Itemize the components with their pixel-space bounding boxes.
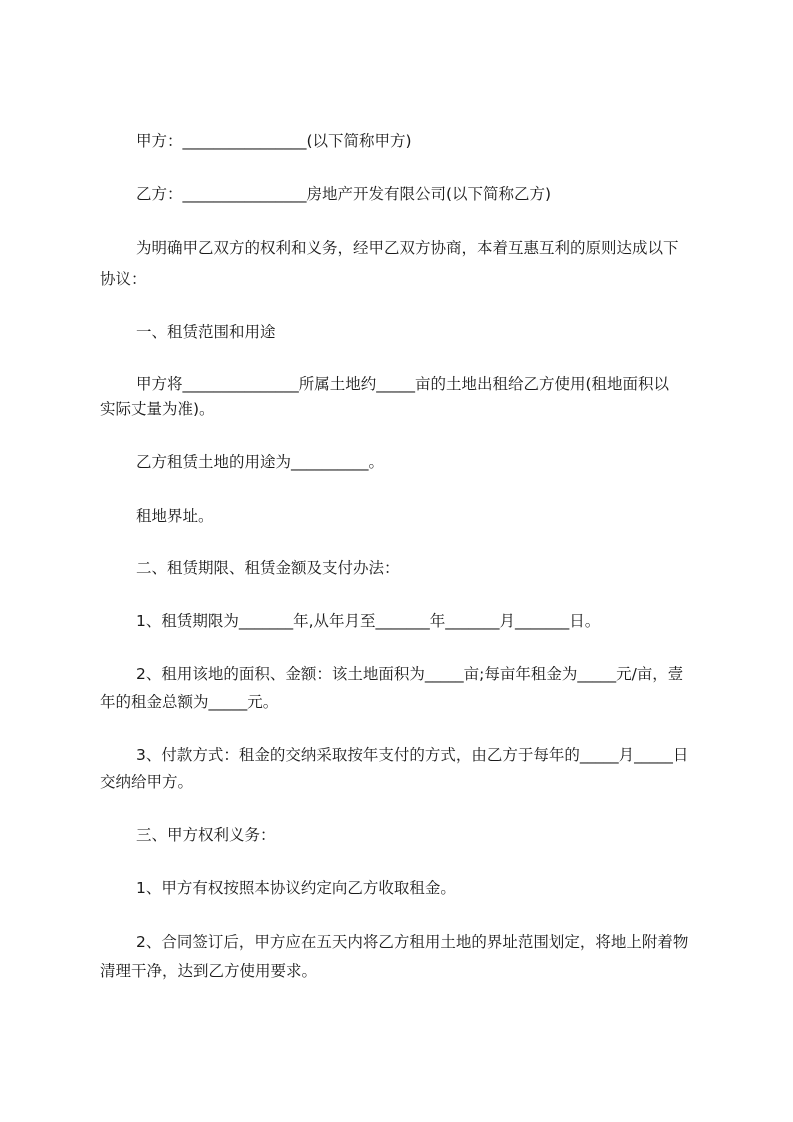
section-3-para-2-line-2: 清理干净，达到乙方使用要求。 bbox=[100, 962, 318, 980]
section-2-para-3-line-2: 交纳给甲方。 bbox=[100, 773, 194, 791]
section-2-para-1: 1、租赁期限为_______年,从年月至_______年_______月_______日。 bbox=[136, 612, 601, 630]
section-1-para-1-line-2: 实际丈量为准)。 bbox=[100, 400, 215, 418]
section-2-para-2-line-1: 2、租用该地的面积、金额：该土地面积为_____亩;每亩年租金为_____元/亩，壹 bbox=[136, 665, 684, 683]
section-2-title: 二、租赁期限、租赁金额及支付办法： bbox=[136, 559, 400, 577]
intro-line-2: 协议： bbox=[100, 270, 147, 288]
section-1-para-1-line-1: 甲方将_______________所属土地约_____亩的土地出租给乙方使用(租地面积以 bbox=[136, 375, 670, 393]
section-3-para-1: 1、甲方有权按照本协议约定向乙方收取租金。 bbox=[136, 879, 456, 897]
section-1-title: 一、租赁范围和用途 bbox=[136, 323, 276, 341]
section-2-para-2-line-2: 年的租金总额为_____元。 bbox=[100, 693, 279, 711]
section-2-para-3-line-1: 3、付款方式：租金的交纳采取按年支付的方式，由乙方于每年的_____月_____日 bbox=[136, 746, 689, 764]
intro-line-1: 为明确甲乙双方的权利和义务，经甲乙双方协商，本着互惠互利的原则达成以下 bbox=[136, 239, 679, 257]
section-3-para-2-line-1: 2、合同签订后，甲方应在五天内将乙方租用土地的界址范围划定，将地上附着物 bbox=[136, 933, 689, 951]
section-3-title: 三、甲方权利义务： bbox=[136, 826, 276, 844]
section-1-para-3: 租地界址。 bbox=[136, 507, 214, 525]
section-1-para-2: 乙方租赁土地的用途为__________。 bbox=[136, 453, 385, 471]
party-a-line: 甲方：________________(以下简称甲方) bbox=[136, 132, 412, 150]
party-b-line: 乙方：________________房地产开发有限公司(以下简称乙方) bbox=[136, 185, 552, 203]
